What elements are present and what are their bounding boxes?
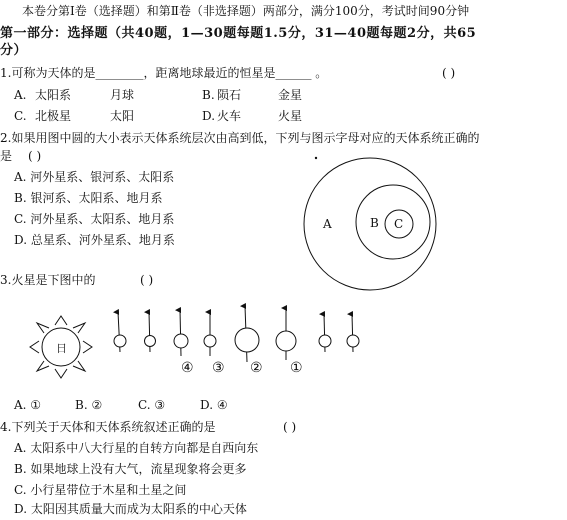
planet-label-4: ④ <box>181 360 194 376</box>
q2-stem-line1: 2.如果用图中圆的大小表示天体系统层次由高到低，下列与图示字母对应的天体系统正确的 <box>0 131 480 145</box>
planet-7 <box>319 314 331 352</box>
q1-option-d-text2: 火星 <box>278 109 303 123</box>
q3-option-b: B. ② <box>75 398 103 412</box>
planet-label-1: ① <box>290 360 303 376</box>
q1-option-c-letter: C. <box>14 109 27 123</box>
label-b: B <box>370 216 379 230</box>
q3-option-d: D. ④ <box>200 398 228 412</box>
q4-option-c: C. 小行星带位于木星和土星之间 <box>14 483 187 497</box>
q1-stem: 1.可称为天体的是________，距离地球最近的恒星是______ 。 <box>0 66 328 80</box>
planet-5 <box>235 306 259 362</box>
q2-option-b: B. 银河系、太阳系、地月系 <box>14 191 163 205</box>
label-c: C <box>394 217 404 231</box>
planet-8 <box>347 314 359 352</box>
planet-6 <box>276 308 296 360</box>
planet-3 <box>174 310 188 356</box>
q1-option-a-text2: 月球 <box>110 88 135 102</box>
sun-label: 日 <box>56 342 67 355</box>
q1-option-d-text1: 火车 <box>217 109 242 123</box>
q3-answer-paren: ( ) <box>140 273 154 287</box>
q2-stem-line2: 是 <box>0 149 13 163</box>
q2-option-d: D. 总星系、河外星系、地月系 <box>14 233 175 247</box>
q2-option-c: C. 河外星系、太阳系、地月系 <box>14 212 175 226</box>
q4-stem: 4.下列关于天体和天体系统叙述正确的是 <box>0 420 216 434</box>
q1-option-b-text2: 金星 <box>278 88 303 102</box>
circle-a <box>304 158 436 290</box>
q2-answer-paren: ( ) <box>28 149 42 163</box>
q1-option-a-letter: A. <box>14 88 27 102</box>
q3-stem: 3.火星是下图中的 <box>0 273 96 287</box>
label-a: A <box>323 217 332 231</box>
q4-option-a: A. 太阳系中八大行星的自转方向都是自西向东 <box>14 441 259 455</box>
q4-option-d: D. 太阳因其质量大而成为太阳系的中心天体 <box>14 502 247 516</box>
q1-option-d-letter: D. <box>202 109 216 123</box>
q1-option-c-text1: 北极星 <box>35 109 72 123</box>
part1-title-line2: 分） <box>0 43 28 58</box>
planet-1 <box>114 312 126 352</box>
exam-intro: 本卷分第Ⅰ卷（选择题）和第Ⅱ卷（非选择题）两部分，满分100分，考试时间90分钟 <box>22 4 470 18</box>
circle-b <box>356 185 430 259</box>
planet-4 <box>204 312 216 356</box>
q1-option-a-text1: 太阳系 <box>35 88 72 102</box>
q1-option-c-text2: 太阳 <box>110 109 135 123</box>
part1-title-line1: 第一部分：选择题（共40题，1—30题每题1.5分，31—40题每题2分，共65 <box>0 26 477 41</box>
q1-option-b-letter: B. <box>202 88 215 102</box>
planet-label-2: ② <box>250 360 263 376</box>
dot-mark <box>315 157 317 159</box>
planet-label-3: ③ <box>212 360 225 376</box>
q3-option-a: A. ① <box>14 398 42 412</box>
q1-option-b-text1: 陨石 <box>217 88 242 102</box>
q1-answer-paren: ( ) <box>442 66 456 80</box>
planet-2 <box>145 312 156 352</box>
q4-answer-paren: ( ) <box>283 420 297 434</box>
q4-option-b: B. 如果地球上没有大气，流星现象将会更多 <box>14 462 247 476</box>
circle-c <box>385 210 413 238</box>
q2-option-a: A. 河外星系、银河系、太阳系 <box>14 170 175 184</box>
q3-option-c: C. ③ <box>138 398 166 412</box>
sun-icon <box>30 316 92 378</box>
